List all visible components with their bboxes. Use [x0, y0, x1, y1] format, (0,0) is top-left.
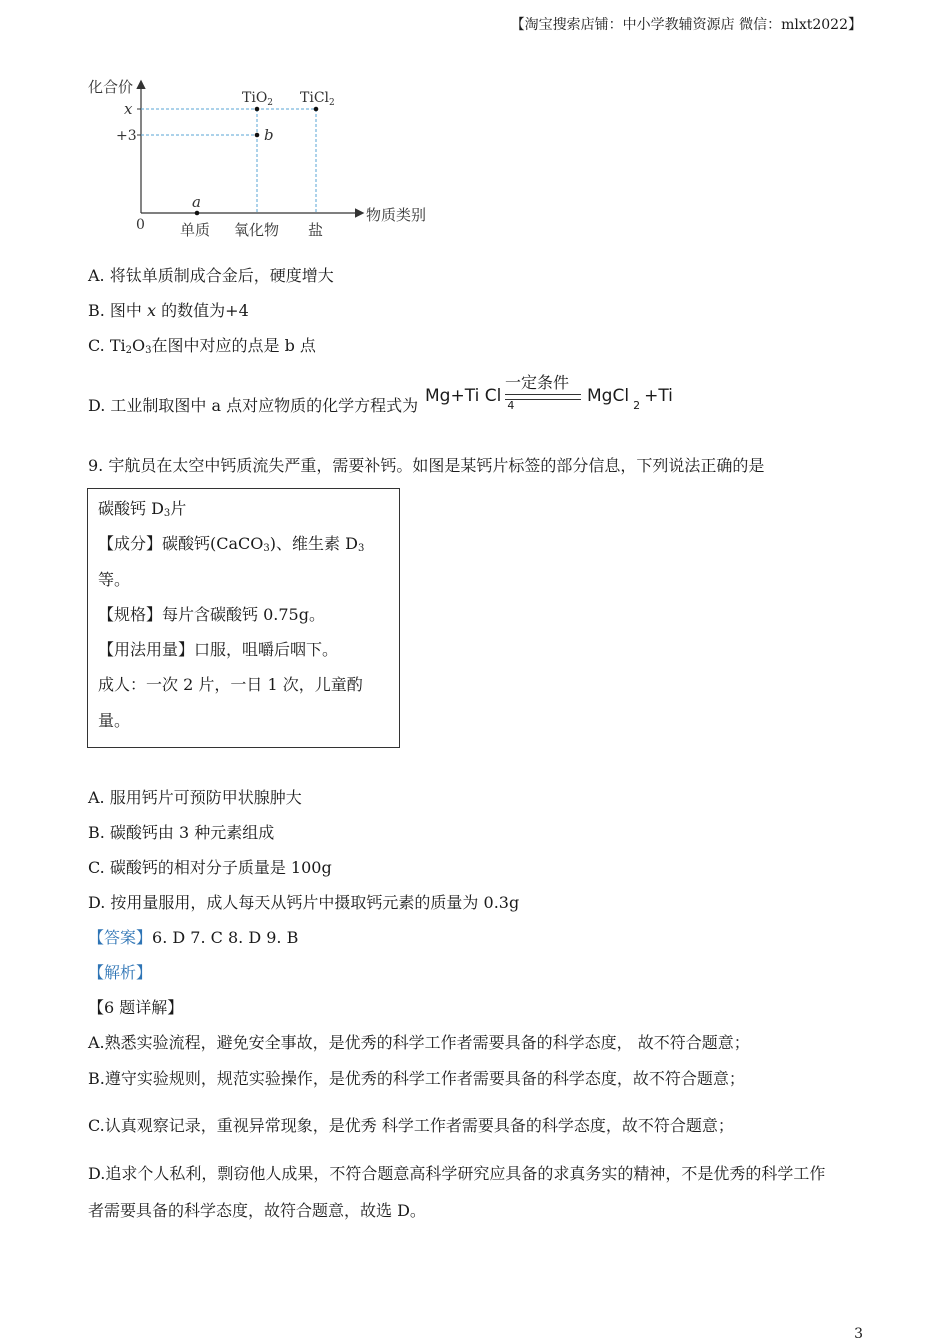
y-axis-label: 化合价	[88, 78, 134, 96]
label-usage: 【用法用量】口服，咀嚼后咽下。	[98, 640, 339, 659]
point-a-label: a	[192, 193, 201, 211]
equation-rhs: MgCl $_2$ +Ti	[587, 386, 673, 412]
analysis-q6-a: A.熟悉实验流程，避免安全事故，是优秀的科学工作者需要具备的科学态度， 故不符合题意；	[88, 1033, 750, 1052]
q8-option-c: C. $Ti_2O_3$在图中对应的点是 b 点	[88, 336, 316, 356]
label-ingredients: 【成分】碳酸钙(CaCO$_3$)、维生素 $D_3$	[98, 534, 365, 554]
q9-option-a: A. 服用钙片可预防甲状腺肿大	[88, 788, 302, 807]
analysis-q6-d-line1: D.追求个人私利，剽窃他人成果，不符合题意高科学研究应具备的求真务实的精神，不是优秀的科学工作	[88, 1164, 826, 1183]
point-tio2	[255, 107, 260, 112]
answer-text: 6. D 7. C 8. D 9. B	[152, 928, 299, 947]
point-b	[255, 133, 260, 138]
point-ticl2	[314, 107, 319, 112]
origin-label: 0	[136, 217, 145, 233]
equation-lhs: Mg+Ti Cl $_4$	[425, 386, 515, 412]
page-number: 3	[854, 1326, 863, 1342]
q8-option-d: D. 工业制取图中 a 点对应物质的化学方程式为	[88, 396, 419, 415]
point-tio2-label: TiO$_2$	[242, 90, 274, 108]
x-tick-label-oxide: 氧化物	[234, 221, 280, 239]
answer-tag: 【答案】	[88, 928, 153, 947]
x-tick-label-elemental: 单质	[180, 221, 211, 239]
analysis-tag: 【解析】	[88, 963, 153, 982]
q9-stem: 9. 宇航员在太空中钙质流失严重，需要补钙。如图是某钙片标签的部分信息，下列说法正确的是	[88, 456, 765, 475]
x-axis-label: 物质类别	[366, 206, 427, 224]
point-a	[195, 211, 200, 216]
x-tick-label-salt: 盐	[308, 221, 324, 239]
label-spec: 【规格】每片含碳酸钙 0.75g。	[98, 605, 325, 624]
label-title: 碳酸钙 $D_3$片	[98, 499, 187, 519]
point-b-label: b	[264, 126, 274, 144]
analysis-q6-b: B.遵守实验规则，规范实验操作，是优秀的科学工作者需要具备的科学态度，故不符合题意；	[88, 1069, 745, 1088]
q9-option-c: C. 碳酸钙的相对分子质量是 100g	[88, 858, 332, 877]
answer-line	[88, 928, 298, 948]
calcium-tablet-label	[87, 488, 400, 748]
q8-option-a: A. 将钛单质制成合金后，硬度增大	[88, 266, 334, 285]
y-tick-label-plus3: +3	[116, 128, 137, 144]
equation-condition: 一定条件	[505, 373, 570, 392]
q8-option-b: B. 图中 x 的数值为+4	[88, 301, 249, 320]
analysis-q6-d-line2: 者需要具备的科学态度，故符合题意，故选 D。	[88, 1201, 426, 1220]
q9-option-d: D. 按用量服用，成人每天从钙片中摄取钙元素的质量为 0.3g	[88, 893, 520, 912]
equation-equals	[505, 394, 581, 400]
label-adult-dose: 成人：一次 2 片，一日 1 次，儿童酌	[98, 675, 363, 694]
y-tick-label-x: x	[124, 100, 133, 118]
point-ticl2-label: TiCl$_2$	[300, 90, 335, 108]
label-adult-dose-cont: 量。	[98, 711, 131, 730]
q9-option-b: B. 碳酸钙由 3 种元素组成	[88, 823, 275, 842]
header-note: 【淘宝搜索店铺：中小学教辅资源店 微信：mlxt2022】	[510, 17, 862, 33]
analysis-q6-c: C.认真观察记录，重视异常现象，是优秀 科学工作者需要具备的科学态度，故不符合题意；	[88, 1116, 734, 1135]
label-ingredients-cont: 等。	[98, 570, 131, 589]
valence-chart	[80, 70, 440, 245]
analysis-q6-title: 【6 题详解】	[88, 998, 184, 1017]
